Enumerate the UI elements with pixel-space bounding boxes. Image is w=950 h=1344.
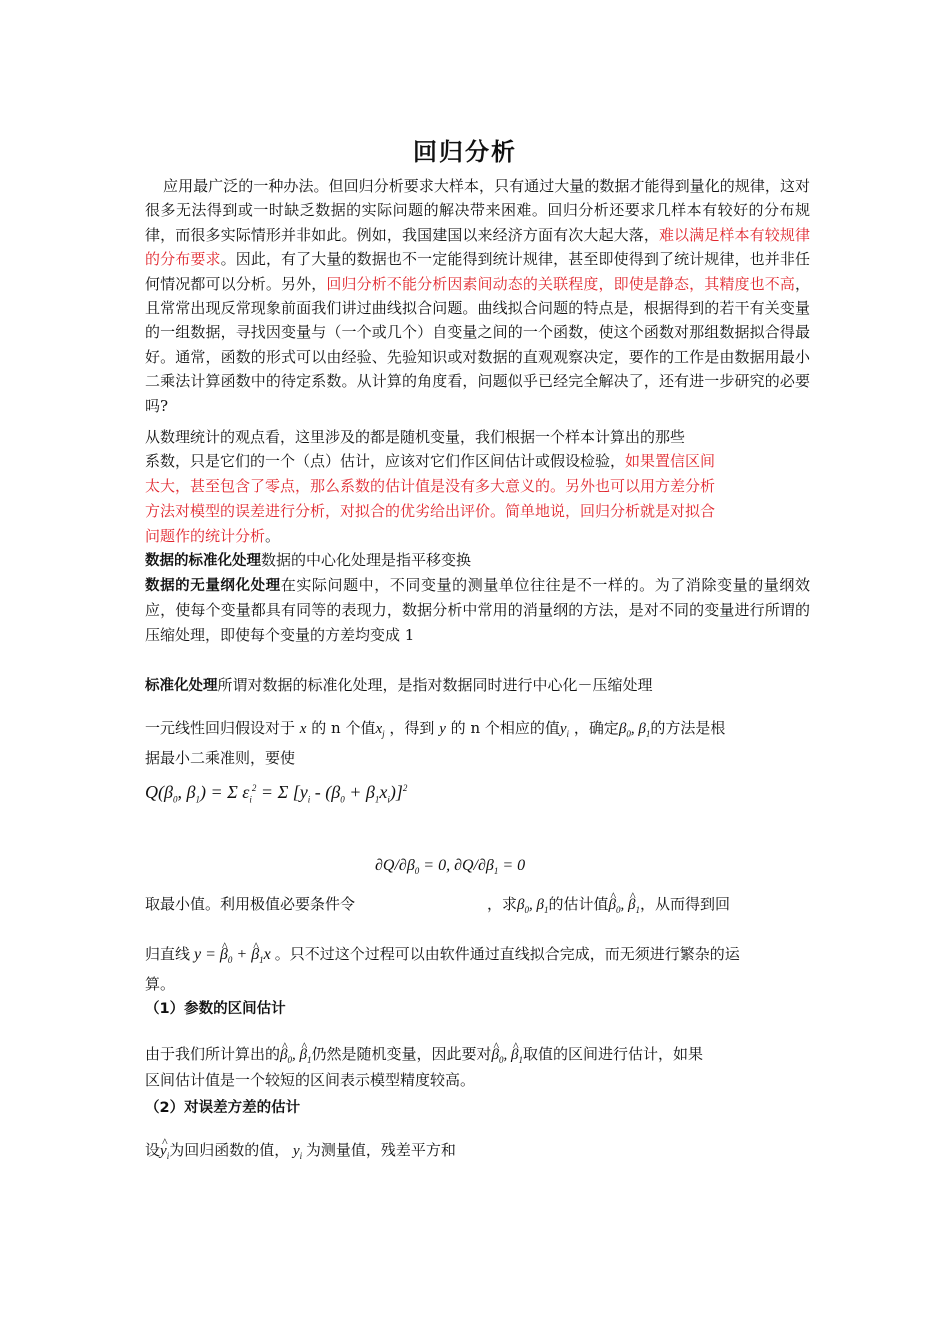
linreg-text-1: 一元线性回归假设对于 bbox=[145, 719, 296, 737]
stats-line-2-highlight: 如果置信区间 bbox=[625, 452, 716, 470]
math-xj: $x_j$ bbox=[375, 721, 385, 739]
minimize-text-4: ，从而得到回 bbox=[639, 895, 730, 913]
minimize-line-1 bbox=[145, 892, 730, 922]
intro-highlight-2: 回归分析不能分析因素间动态的关联程度，即使是静态，其精度也不高 bbox=[326, 274, 795, 293]
formula-q: $Q(\beta_0$, $\beta_1) = \Sigma$ $\varepsilon_i^2 = \Sigma$ $[y_i - (\beta_0 + \beta_1x_i)]^2$ bbox=[145, 782, 408, 805]
section2-text-2: 为回归函数的值， bbox=[169, 1141, 290, 1159]
linreg-text-3: ，得到 bbox=[389, 719, 435, 737]
stats-line-5 bbox=[145, 524, 280, 548]
section1-text-2: 仍然是随机变量，因此要对 bbox=[311, 1045, 492, 1063]
minimize-text-1: 取最小值。利用极值必要条件令 bbox=[145, 895, 356, 913]
linreg-text-2: 的 n 个值 bbox=[311, 719, 376, 737]
standardization-text: 数据的中心化处理是指平移变换 bbox=[261, 551, 472, 569]
stats-line-2-text: 系数，只是它们的一个（点）估计，应该对它们作区间估计或假设检验， bbox=[145, 452, 626, 470]
linreg-text-4: 的 n 个相应的值 bbox=[450, 719, 560, 737]
section2-line-1 bbox=[145, 1138, 456, 1168]
normalize-line bbox=[145, 673, 653, 698]
intro-paragraph bbox=[145, 174, 810, 418]
dimensionless-label: 数据的无量纲化处理 bbox=[145, 578, 281, 594]
intro-text-3: ，且常常出现反常现象前面我们讲过曲线拟合问题。曲线拟合问题的特点是，根据得到的若干有关变量的一组数据，寻找因变量与（一个或几个）自变量之间的一个函数，使这个函数对那组数据拟合得最好。通常，函数的形式可以由经验、先验知识或对数据的直观观察决定，要作的工作是由数据用最小二乘法计算函数中的待定系数。从计算的角度看，问题似乎已经完全解决了，还有进一步研究的必要吗? bbox=[145, 274, 810, 415]
minimize-line-3: 算。 bbox=[145, 975, 176, 993]
normalize-text: 所谓对数据的标准化处理，是指对数据同时进行中心化－压缩处理 bbox=[217, 676, 653, 694]
section2-heading: （2）对误差方差的估计 bbox=[145, 1100, 301, 1116]
section2-text-1: 设 bbox=[145, 1141, 161, 1159]
minimize-text-5: 归直线 bbox=[145, 945, 191, 963]
math-beta0-beta1-b: $\beta_0$, $\beta_1$ bbox=[517, 897, 549, 915]
math-y: y bbox=[439, 721, 446, 737]
stats-line-2 bbox=[145, 449, 715, 473]
linreg-line-1 bbox=[145, 716, 725, 746]
stats-line-5-highlight: 问题作的统计分析 bbox=[145, 527, 266, 545]
minimize-text-6: 。只不过这个过程可以由软件通过直线拟合完成，而无须进行繁杂的运 bbox=[274, 945, 740, 963]
intro-text-2: 。因此，有了大量的数据也不一定能得到统计规律，甚至即使得到了统计规律，也并非任何情况都可以分析。另外， bbox=[145, 250, 810, 293]
page-title: 回归分析 bbox=[413, 138, 517, 166]
minimize-line-2 bbox=[145, 942, 740, 972]
math-regression-line: y = ^ $\beta_0$ + ^ $\beta_1x$ bbox=[190, 946, 275, 963]
math-yi-b: $y_i$ bbox=[289, 1143, 303, 1161]
math-beta-hat-c: ^ $\beta_0$, ^ $\beta_1$ bbox=[492, 1047, 523, 1063]
stats-line-5-text: 。 bbox=[265, 527, 281, 545]
math-y-hat-i: ^ $y_i$ bbox=[160, 1143, 169, 1159]
section2-text-3: 为测量值，残差平方和 bbox=[305, 1141, 456, 1159]
math-beta0-beta1: $\beta_0$, $\beta_1$ bbox=[618, 721, 651, 739]
standardization-label: 数据的标准化处理 bbox=[145, 553, 261, 569]
linreg-text-5: ，确定 bbox=[573, 719, 619, 737]
section1-heading: （1）参数的区间估计 bbox=[145, 1001, 286, 1017]
math-beta-hat-b: ^ $\beta_0$, ^ $\beta_1$ bbox=[280, 1047, 311, 1063]
minimize-text-2: ，求 bbox=[487, 895, 518, 913]
section1-line-2: 区间估计值是一个较短的区间表示模型精度较高。 bbox=[145, 1071, 476, 1089]
dimensionless-text: 在实际问题中，不同变量的测量单位往往是不一样的。为了消除变量的量纲效应，使每个变量都具有同等的表现力，数据分析中常用的消量纲的方法，是对不同的变量进行所谓的压缩处理，即使每个变量的方差均变成 1 bbox=[145, 576, 810, 644]
normalize-label: 标准化处理 bbox=[145, 678, 218, 694]
dimensionless-paragraph bbox=[145, 573, 810, 647]
math-x: x bbox=[299, 721, 307, 737]
linreg-line-2: 据最小二乘准则，要使 bbox=[145, 749, 296, 767]
stats-line-1: 从数理统计的观点看，这里涉及的都是随机变量，我们根据一个样本计算出的那些 bbox=[145, 428, 686, 446]
formula-partial-derivatives: $\partial Q/\partial\beta_0 = 0$, $\partial Q/\partial\beta_1 = 0$ bbox=[375, 857, 526, 877]
stats-line-3: 太大，甚至包含了零点，那么系数的估计值是没有多大意义的。另外也可以用方差分析 bbox=[145, 477, 716, 495]
math-yi: $y_i$ bbox=[559, 721, 570, 739]
intro-text-1: 应用最广泛的一种办法。但回归分析要求大样本，只有通过大量的数据才能得到量化的规律，这对很多无法得到或一时缺乏数据的实际问题的解决带来困难。回归分析还要求几样本有较好的分布规律，而很多实际情形并非如此。例如，我国建国以来经济方面有次大起大落， bbox=[145, 177, 810, 244]
standardization-line bbox=[145, 548, 471, 573]
section1-text-1: 由于我们所计算出的 bbox=[145, 1045, 281, 1063]
intro-highlight-1: 难以满足样本有较规律的分布要求 bbox=[145, 225, 810, 269]
math-beta-hat: ^ $\beta_0$, ^ $\beta_1$ bbox=[609, 897, 640, 913]
minimize-text-3: 的估计值 bbox=[548, 895, 609, 913]
section1-text-3: 取值的区间进行估计，如果 bbox=[522, 1045, 703, 1063]
linreg-text-6: 的方法是根 bbox=[650, 719, 726, 737]
stats-line-4: 方法对模型的误差进行分析，对拟合的优劣给出评价。简单地说，回归分析就是对拟合 bbox=[145, 502, 716, 520]
